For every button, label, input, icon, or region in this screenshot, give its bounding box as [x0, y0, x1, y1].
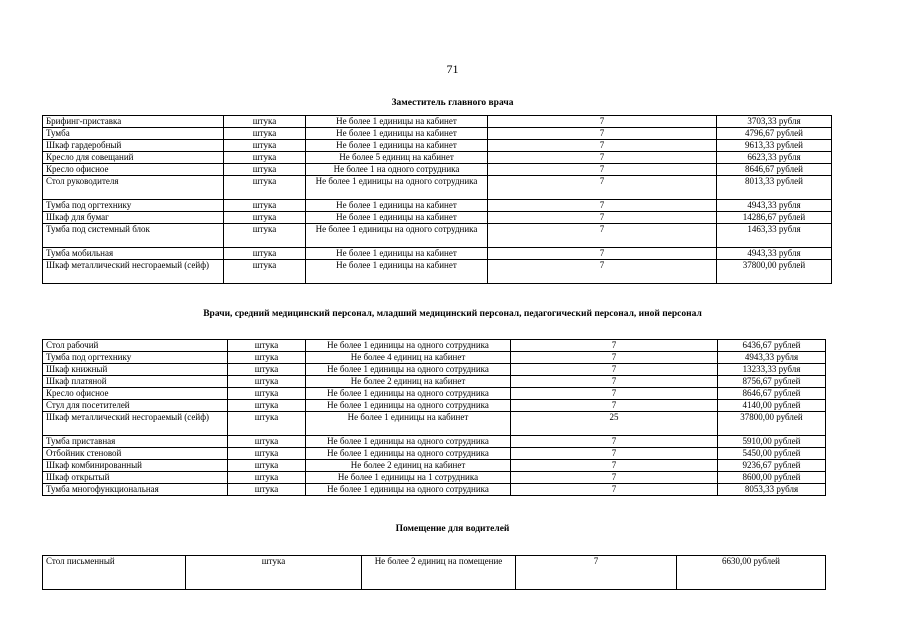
cell-item-name: Шкаф гардеробный — [43, 140, 224, 152]
cell-item-name: Шкаф металлический несгораемый (сейф) — [43, 412, 228, 436]
cell-quantity-norm: Не более 1 единицы на одного сотрудника — [306, 400, 511, 412]
cell-quantity-norm: Не более 1 единицы на одного сотрудника — [306, 176, 488, 200]
cell-service-term: 7 — [511, 448, 718, 460]
cell-price: 9613,33 рублей — [717, 140, 832, 152]
cell-unit: штука — [224, 200, 306, 212]
cell-service-term: 7 — [516, 556, 677, 590]
table-row — [43, 128, 832, 140]
table-row — [43, 140, 832, 152]
section-title-drivers-room: Помещение для водителей — [395, 524, 510, 534]
cell-unit: штука — [228, 460, 306, 472]
cell-service-term: 7 — [488, 140, 717, 152]
cell-item-name: Шкаф комбинированный — [43, 460, 228, 472]
cell-service-term: 7 — [511, 376, 718, 388]
cell-service-term: 7 — [511, 472, 718, 484]
cell-service-term: 25 — [511, 412, 718, 436]
cell-quantity-norm: Не более 1 единицы на кабинет — [306, 200, 488, 212]
cell-quantity-norm: Не более 1 единицы на одного сотрудника — [306, 224, 488, 248]
cell-price: 9236,67 рублей — [718, 460, 826, 472]
cell-unit: штука — [228, 484, 306, 496]
table-row — [43, 248, 832, 260]
cell-item-name: Тумба под системный блок — [43, 224, 224, 248]
cell-item-name: Кресло офисное — [43, 164, 224, 176]
cell-unit: штука — [224, 164, 306, 176]
cell-item-name: Шкаф открытый — [43, 472, 228, 484]
cell-price: 6623,33 рубля — [717, 152, 832, 164]
cell-quantity-norm: Не более 1 единицы на кабинет — [306, 260, 488, 284]
cell-item-name: Шкаф металлический несгораемый (сейф) — [43, 260, 224, 284]
cell-unit: штука — [228, 400, 306, 412]
table-row — [43, 340, 826, 352]
cell-item-name: Стол рабочий — [43, 340, 228, 352]
cell-service-term: 7 — [511, 484, 718, 496]
cell-unit: штука — [228, 376, 306, 388]
cell-unit: штука — [224, 224, 306, 248]
cell-quantity-norm: Не более 1 единицы на одного сотрудника — [306, 436, 511, 448]
cell-service-term: 7 — [488, 224, 717, 248]
cell-item-name: Стол руководителя — [43, 176, 224, 200]
cell-item-name: Тумба под оргтехнику — [43, 352, 228, 364]
section-title-medical-staff: Врачи, средний медицинский персонал, младший медицинский персонал, педагогический персонал, иной персонал — [203, 309, 702, 319]
cell-price: 6436,67 рублей — [718, 340, 826, 352]
cell-unit: штука — [228, 388, 306, 400]
cell-quantity-norm: Не более 1 единицы на одного сотрудника — [306, 364, 511, 376]
table-row — [43, 484, 826, 496]
cell-service-term: 7 — [488, 116, 717, 128]
cell-price: 8756,67 рублей — [718, 376, 826, 388]
cell-price: 37800,00 рублей — [717, 260, 832, 284]
cell-item-name: Шкаф книжный — [43, 364, 228, 376]
section-title-deputy-chief: Заместитель главного врача — [391, 98, 514, 108]
cell-item-name: Стол письменный — [43, 556, 186, 590]
cell-price: 8600,00 рублей — [718, 472, 826, 484]
cell-service-term: 7 — [511, 352, 718, 364]
cell-service-term: 7 — [511, 460, 718, 472]
cell-price: 13233,33 рубля — [718, 364, 826, 376]
table-row — [43, 224, 832, 248]
table-row — [43, 556, 826, 590]
cell-unit: штука — [186, 556, 362, 590]
cell-quantity-norm: Не более 1 единицы на кабинет — [306, 212, 488, 224]
cell-price: 3703,33 рубля — [717, 116, 832, 128]
cell-unit: штука — [224, 248, 306, 260]
cell-quantity-norm: Не более 1 единицы на одного сотрудника — [306, 484, 511, 496]
cell-quantity-norm: Не более 4 единиц на кабинет — [306, 352, 511, 364]
cell-item-name: Кресло для совещаний — [43, 152, 224, 164]
cell-price: 4943,33 рубля — [718, 352, 826, 364]
cell-service-term: 7 — [511, 436, 718, 448]
table-row — [43, 364, 826, 376]
cell-price: 5910,00 рублей — [718, 436, 826, 448]
cell-unit: штука — [224, 140, 306, 152]
table-row — [43, 460, 826, 472]
table-row — [43, 352, 826, 364]
cell-price: 1463,33 рубля — [717, 224, 832, 248]
table-row — [43, 200, 832, 212]
cell-service-term: 7 — [488, 128, 717, 140]
cell-unit: штука — [228, 352, 306, 364]
cell-quantity-norm: Не более 1 единицы на одного сотрудника — [306, 448, 511, 460]
cell-price: 8646,67 рублей — [717, 164, 832, 176]
cell-price: 4796,67 рублей — [717, 128, 832, 140]
cell-price: 37800,00 рублей — [718, 412, 826, 436]
cell-unit: штука — [224, 212, 306, 224]
cell-quantity-norm: Не более 1 единицы на кабинет — [306, 140, 488, 152]
table-row — [43, 412, 826, 436]
cell-price: 8053,33 рубля — [718, 484, 826, 496]
cell-item-name: Тумба — [43, 128, 224, 140]
cell-price: 4140,00 рублей — [718, 400, 826, 412]
cell-item-name: Брифинг-приставка — [43, 116, 224, 128]
cell-price: 5450,00 рублей — [718, 448, 826, 460]
table-row — [43, 472, 826, 484]
cell-service-term: 7 — [488, 200, 717, 212]
cell-service-term: 7 — [488, 164, 717, 176]
cell-service-term: 7 — [488, 176, 717, 200]
table-row — [43, 436, 826, 448]
cell-unit: штука — [228, 364, 306, 376]
cell-quantity-norm: Не более 2 единиц на кабинет — [306, 376, 511, 388]
cell-item-name: Кресло офисное — [43, 388, 228, 400]
cell-quantity-norm: Не более 1 единицы на одного сотрудника — [306, 340, 511, 352]
cell-price: 6630,00 рублей — [677, 556, 826, 590]
page-number: 71 — [446, 62, 459, 76]
cell-quantity-norm: Не более 1 единицы на кабинет — [306, 128, 488, 140]
cell-service-term: 7 — [511, 388, 718, 400]
cell-item-name: Тумба приставная — [43, 436, 228, 448]
table-medical-staff — [42, 339, 826, 496]
cell-price: 8646,67 рублей — [718, 388, 826, 400]
cell-unit: штука — [224, 260, 306, 284]
cell-quantity-norm: Не более 1 единицы на кабинет — [306, 412, 511, 436]
cell-price: 4943,33 рубля — [717, 248, 832, 260]
cell-item-name: Тумба под оргтехнику — [43, 200, 224, 212]
table-row — [43, 448, 826, 460]
table-row — [43, 260, 832, 284]
table-row — [43, 176, 832, 200]
cell-unit: штука — [228, 340, 306, 352]
cell-service-term: 7 — [488, 212, 717, 224]
table-row — [43, 164, 832, 176]
cell-price: 8013,33 рублей — [717, 176, 832, 200]
table-row — [43, 376, 826, 388]
cell-unit: штука — [224, 176, 306, 200]
table-row — [43, 212, 832, 224]
cell-unit: штука — [228, 436, 306, 448]
cell-item-name: Шкаф для бумаг — [43, 212, 224, 224]
table-row — [43, 400, 826, 412]
cell-unit: штука — [224, 128, 306, 140]
cell-quantity-norm: Не более 2 единиц на помещение — [362, 556, 516, 590]
cell-item-name: Тумба мобильная — [43, 248, 224, 260]
cell-unit: штука — [224, 116, 306, 128]
cell-service-term: 7 — [511, 400, 718, 412]
cell-service-term: 7 — [488, 152, 717, 164]
cell-quantity-norm: Не более 1 единицы на одного сотрудника — [306, 388, 511, 400]
table-drivers-room — [42, 555, 826, 590]
cell-quantity-norm: Не более 1 на одного сотрудника — [306, 164, 488, 176]
cell-service-term: 7 — [511, 340, 718, 352]
cell-quantity-norm: Не более 1 единицы на кабинет — [306, 248, 488, 260]
table-row — [43, 116, 832, 128]
cell-item-name: Тумба многофункциональная — [43, 484, 228, 496]
cell-service-term: 7 — [511, 364, 718, 376]
cell-item-name: Шкаф платяной — [43, 376, 228, 388]
cell-price: 4943,33 рубля — [717, 200, 832, 212]
cell-unit: штука — [228, 448, 306, 460]
table-deputy-chief — [42, 115, 832, 284]
cell-item-name: Стул для посетителей — [43, 400, 228, 412]
cell-quantity-norm: Не более 5 единиц на кабинет — [306, 152, 488, 164]
cell-price: 14286,67 рублей — [717, 212, 832, 224]
cell-service-term: 7 — [488, 248, 717, 260]
cell-service-term: 7 — [488, 260, 717, 284]
cell-item-name: Отбойник стеновой — [43, 448, 228, 460]
table-row — [43, 152, 832, 164]
cell-quantity-norm: Не более 2 единиц на кабинет — [306, 460, 511, 472]
cell-unit: штука — [228, 412, 306, 436]
cell-unit: штука — [224, 152, 306, 164]
cell-unit: штука — [228, 472, 306, 484]
cell-quantity-norm: Не более 1 единицы на кабинет — [306, 116, 488, 128]
table-row — [43, 388, 826, 400]
cell-quantity-norm: Не более 1 единицы на 1 сотрудника — [306, 472, 511, 484]
